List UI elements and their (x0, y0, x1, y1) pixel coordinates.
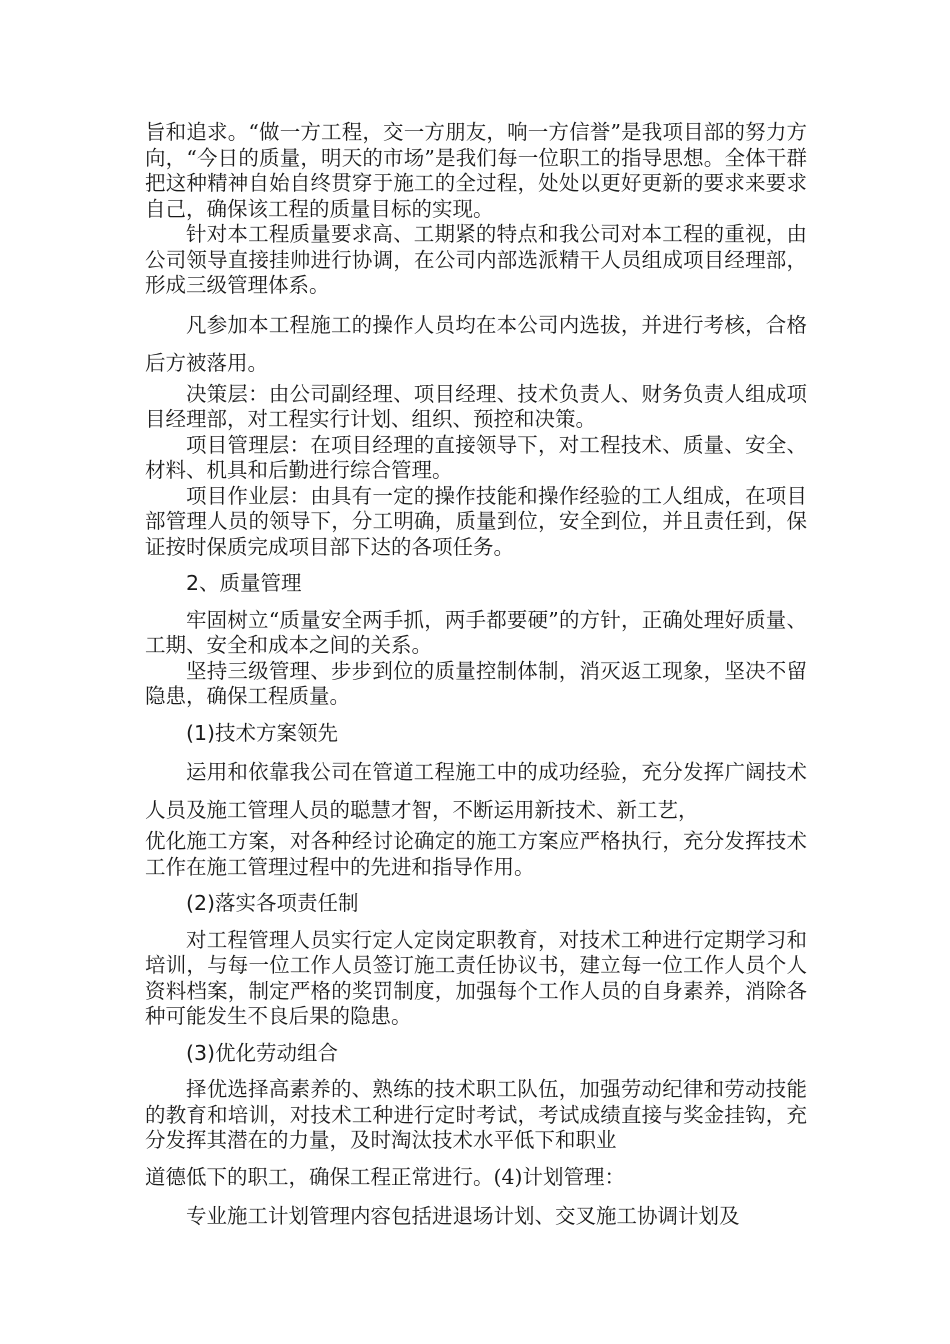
paragraph-decision-layer: 决策层：由公司副经理、项目经理、技术负责人、财务负责人组成项目经理部，对工程实行计划、组织、预控和决策。 (145, 381, 807, 431)
paragraph-operation-layer: 项目作业层：由具有一定的操作技能和操作经验的工人组成，在项目部管理人员的领导下，分工明确，质量到位，安全到位，并且责任到，保证按时保质完成项目部下达的各项任务。 (145, 483, 807, 559)
paragraph-quality-purpose: 旨和追求。“做一方工程，交一方朋友，响一方信誉”是我项目部的努力方向，“今日的质量，明天的市场”是我们每一位职工的指导思想。全体干群把这种精神自始自终贯穿于施工的全过程，处处以更好更新的要求来要求自己，确保该工程的质量目标的实现。 (145, 120, 807, 221)
document-page (145, 120, 807, 1230)
paragraph-management-system: 针对本工程质量要求高、工期紧的特点和我公司对本工程的重视，由公司领导直接挂帅进行协调，在公司内部选派精干人员组成项目经理部，形成三级管理体系。 (145, 222, 807, 297)
subheading-responsibility-system: (2)落实各项责任制 (186, 891, 359, 915)
paragraph-labor-selection: 择优选择高素养的、熟练的技术职工队伍，加强劳动纪律和劳动技能的教育和培训，对技术工种进行定时考试，考试成绩直接与奖金挂钩，充分发挥其潜在的力量，及时淘汰技术水平低下和职业 (145, 1077, 807, 1152)
subheading-technical-plan: (1)技术方案领先 (186, 720, 339, 745)
paragraph-quality-policy: 牢固树立“质量安全两手抓，两手都要硬”的方针，正确处理好质量、工期、安全和成本之间的关系。 (145, 607, 807, 657)
paragraph-plan-management: 专业施工计划管理内容包括进退场计划、交叉施工协调计划及 (186, 1204, 740, 1228)
section-heading-quality-management: 2、质量管理 (186, 571, 302, 595)
paragraph-technical-experience: 运用和依靠我公司在管道工程施工中的成功经验，充分发挥广阔技术人员及施工管理人员的聪慧才智，不断运用新技术、新工艺， (145, 760, 807, 822)
paragraph-responsibility-detail: 对工程管理人员实行定人定岗定职教育，对技术工种进行定期学习和培训，与每一位工作人员签订施工责任协议书，建立每一位工作人员个人资料档案，制定严格的奖罚制度，加强每个工作人员的自身素养，消除各种可能发生不良后果的隐患。 (145, 927, 807, 1028)
paragraph-three-level-control: 坚持三级管理、步步到位的质量控制体制，消灭返工现象，坚决不留隐患，确保工程质量。 (145, 658, 807, 708)
paragraph-optimize-plan: 优化施工方案，对各种经讨论确定的施工方案应严格执行，充分发挥技术工作在施工管理过程中的先进和指导作用。 (145, 829, 807, 879)
subheading-labor-combination: (3)优化劳动组合 (186, 1040, 339, 1065)
paragraph-labor-conclusion-plan-heading: 道德低下的职工，确保工程正常进行。(4)计划管理： (145, 1164, 626, 1189)
paragraph-management-layer: 项目管理层：在项目经理的直接领导下，对工程技术、质量、安全、材料、机具和后勤进行综合管理。 (145, 432, 807, 482)
paragraph-worker-selection: 凡参加本工程施工的操作人员均在本公司内选拔，并进行考核，合格后方被落用。 (145, 312, 807, 375)
